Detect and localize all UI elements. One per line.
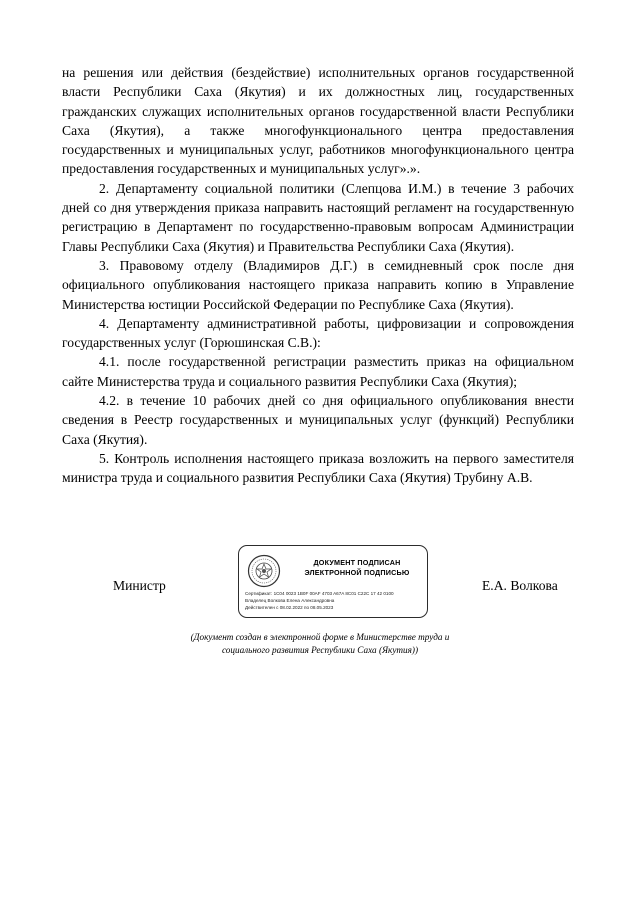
stamp-certificate: Сертификат: 1C04 0023 1B0F 00AF 4703 A67A 8C01 C22C 17 42 0100 [245,591,394,596]
electronic-signature-stamp [238,545,428,618]
emblem-icon [247,554,281,588]
paragraph-item-4: 4. Департаменту административной работы, цифровизации и сопровождения государственных услуг (Горюшинская С.В.): [62,315,574,351]
footnote-line-2: социального развития Республики Саха (Якутия)) [221,644,419,655]
paragraph-item-3: 3. Правовому отделу (Владимиров Д.Г.) в семидневный срок после дня официального опубликования настоящего приказа направить копию в Управление Министерства юстиции Российской Федерации по Республике Саха (Якутия). [62,257,574,312]
stamp-title-line-1: ДОКУМЕНТ ПОДПИСАН [313,558,401,567]
footnote [150,631,490,656]
signer-name: Е.А. Волкова [482,578,558,593]
stamp-details [245,590,425,612]
paragraph-continuation: на решения или действия (бездействие) исполнительных органов государственной власти Республики Саха (Якутия) и их должностных лиц, государственных гражданских служащих исполнительных органов государственной власти Республики Саха (Якутия), а также многофункционального центра предоставления государственных и муниципальных услуг, работников многофункционального центра предоставления государственных и муниципальных услуг».». [62,65,574,177]
stamp-owner: Владелец Волкова Елена Александровна [245,598,335,604]
document-body [62,63,574,488]
stamp-validity: Действителен с 08.02.2022 по 08.05.2023 [245,605,334,611]
stamp-title-line-2: ЭЛЕКТРОННОЙ ПОДПИСЬЮ [304,568,410,577]
signature-block [0,545,640,625]
paragraph-item-4-2: 4.2. в течение 10 рабочих дней со дня официального опубликования внести сведения в Реестр государственных и муниципальных услуг (функций) Республики Саха (Якутия). [62,393,574,447]
stamp-heading [293,558,421,578]
paragraph-item-2: 2. Департаменту социальной политики (Слепцова И.М.) в течение 3 рабочих дней со дня утверждения приказа направить настоящий регламент на государственную регистрацию в Департамент по государственно-правовым вопросам Администрации Главы Республики Саха (Якутия) и Правительства Республики Саха (Якутия). [62,180,574,254]
paragraph-item-5: 5. Контроль исполнения настоящего приказа возложить на первого заместителя министра труда и социального развития Республики Саха (Якутия) Трубину А.В. [62,450,574,486]
paragraph-item-4-1: 4.1. после государственной регистрации разместить приказ на официальном сайте Министерства труда и социального развития Республики Саха (Якутия); [62,354,574,389]
footnote-line-1: (Документ создан в электронной форме в Министерстве труда и [190,632,450,642]
signer-title: Министр [113,578,166,593]
